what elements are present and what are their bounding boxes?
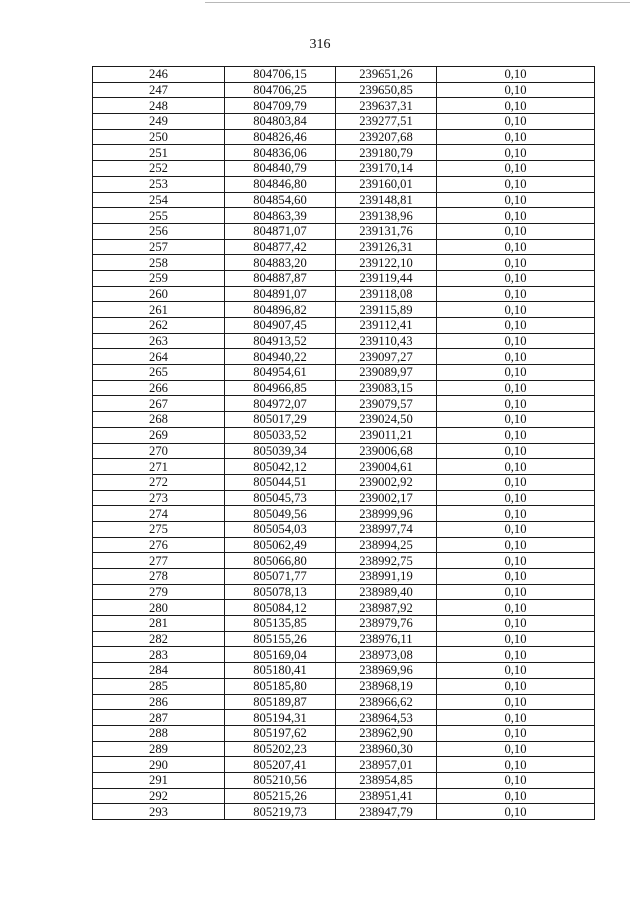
accuracy-cell: 0,10: [437, 631, 595, 647]
x-coordinate-cell: 804966,85: [225, 380, 336, 396]
accuracy-cell: 0,10: [437, 302, 595, 318]
accuracy-cell: 0,10: [437, 710, 595, 726]
y-coordinate-cell: 239138,96: [336, 208, 437, 224]
y-coordinate-cell: 239160,01: [336, 176, 437, 192]
accuracy-cell: 0,10: [437, 333, 595, 349]
point-number-cell: 286: [93, 694, 225, 710]
table-row: [93, 427, 595, 443]
y-coordinate-cell: 239089,97: [336, 365, 437, 381]
x-coordinate-cell: 804887,87: [225, 270, 336, 286]
y-coordinate-cell: 239112,41: [336, 318, 437, 334]
point-number-cell: 278: [93, 569, 225, 585]
table-row: [93, 647, 595, 663]
y-coordinate-cell: 238976,11: [336, 631, 437, 647]
point-number-cell: 289: [93, 741, 225, 757]
table-row: [93, 631, 595, 647]
point-number-cell: 277: [93, 553, 225, 569]
table-row: [93, 161, 595, 177]
table-row: [93, 490, 595, 506]
accuracy-cell: 0,10: [437, 537, 595, 553]
accuracy-cell: 0,10: [437, 741, 595, 757]
coordinates-table-body: [93, 67, 595, 820]
accuracy-cell: 0,10: [437, 161, 595, 177]
table-row: [93, 98, 595, 114]
x-coordinate-cell: 804706,25: [225, 82, 336, 98]
point-number-cell: 263: [93, 333, 225, 349]
y-coordinate-cell: 239207,68: [336, 129, 437, 145]
table-row: [93, 678, 595, 694]
point-number-cell: 288: [93, 725, 225, 741]
x-coordinate-cell: 804706,15: [225, 67, 336, 83]
table-row: [93, 741, 595, 757]
accuracy-cell: 0,10: [437, 443, 595, 459]
table-row: [93, 114, 595, 130]
y-coordinate-cell: 238991,19: [336, 569, 437, 585]
accuracy-cell: 0,10: [437, 788, 595, 804]
y-coordinate-cell: 239637,31: [336, 98, 437, 114]
table-row: [93, 67, 595, 83]
x-coordinate-cell: 804907,45: [225, 318, 336, 334]
accuracy-cell: 0,10: [437, 192, 595, 208]
x-coordinate-cell: 805045,73: [225, 490, 336, 506]
x-coordinate-cell: 805039,34: [225, 443, 336, 459]
scan-edge-line: [205, 2, 630, 3]
accuracy-cell: 0,10: [437, 474, 595, 490]
accuracy-cell: 0,10: [437, 490, 595, 506]
y-coordinate-cell: 239651,26: [336, 67, 437, 83]
accuracy-cell: 0,10: [437, 647, 595, 663]
point-number-cell: 257: [93, 239, 225, 255]
table-row: [93, 569, 595, 585]
point-number-cell: 293: [93, 804, 225, 820]
x-coordinate-cell: 805042,12: [225, 459, 336, 475]
y-coordinate-cell: 238973,08: [336, 647, 437, 663]
table-row: [93, 176, 595, 192]
table-row: [93, 380, 595, 396]
y-coordinate-cell: 238999,96: [336, 506, 437, 522]
x-coordinate-cell: 805169,04: [225, 647, 336, 663]
y-coordinate-cell: 239110,43: [336, 333, 437, 349]
x-coordinate-cell: 804826,46: [225, 129, 336, 145]
accuracy-cell: 0,10: [437, 223, 595, 239]
x-coordinate-cell: 805215,26: [225, 788, 336, 804]
table-row: [93, 270, 595, 286]
y-coordinate-cell: 239131,76: [336, 223, 437, 239]
coordinates-table: [92, 66, 595, 820]
accuracy-cell: 0,10: [437, 349, 595, 365]
accuracy-cell: 0,10: [437, 663, 595, 679]
accuracy-cell: 0,10: [437, 82, 595, 98]
x-coordinate-cell: 805180,41: [225, 663, 336, 679]
accuracy-cell: 0,10: [437, 757, 595, 773]
point-number-cell: 282: [93, 631, 225, 647]
point-number-cell: 248: [93, 98, 225, 114]
point-number-cell: 247: [93, 82, 225, 98]
point-number-cell: 252: [93, 161, 225, 177]
point-number-cell: 273: [93, 490, 225, 506]
accuracy-cell: 0,10: [437, 427, 595, 443]
point-number-cell: 272: [93, 474, 225, 490]
x-coordinate-cell: 804846,80: [225, 176, 336, 192]
y-coordinate-cell: 239011,21: [336, 427, 437, 443]
point-number-cell: 281: [93, 616, 225, 632]
point-number-cell: 261: [93, 302, 225, 318]
point-number-cell: 258: [93, 255, 225, 271]
y-coordinate-cell: 239122,10: [336, 255, 437, 271]
y-coordinate-cell: 239002,92: [336, 474, 437, 490]
point-number-cell: 267: [93, 396, 225, 412]
point-number-cell: 262: [93, 318, 225, 334]
x-coordinate-cell: 805197,62: [225, 725, 336, 741]
y-coordinate-cell: 239650,85: [336, 82, 437, 98]
x-coordinate-cell: 805066,80: [225, 553, 336, 569]
table-row: [93, 694, 595, 710]
x-coordinate-cell: 805033,52: [225, 427, 336, 443]
point-number-cell: 292: [93, 788, 225, 804]
point-number-cell: 259: [93, 270, 225, 286]
point-number-cell: 265: [93, 365, 225, 381]
x-coordinate-cell: 805194,31: [225, 710, 336, 726]
y-coordinate-cell: 239002,17: [336, 490, 437, 506]
table-row: [93, 239, 595, 255]
accuracy-cell: 0,10: [437, 255, 595, 271]
accuracy-cell: 0,10: [437, 286, 595, 302]
point-number-cell: 251: [93, 145, 225, 161]
y-coordinate-cell: 239126,31: [336, 239, 437, 255]
x-coordinate-cell: 805054,03: [225, 521, 336, 537]
table-row: [93, 302, 595, 318]
y-coordinate-cell: 238989,40: [336, 584, 437, 600]
point-number-cell: 246: [93, 67, 225, 83]
table-row: [93, 663, 595, 679]
y-coordinate-cell: 238962,90: [336, 725, 437, 741]
point-number-cell: 287: [93, 710, 225, 726]
y-coordinate-cell: 238964,53: [336, 710, 437, 726]
table-row: [93, 82, 595, 98]
x-coordinate-cell: 805210,56: [225, 772, 336, 788]
point-number-cell: 254: [93, 192, 225, 208]
x-coordinate-cell: 805207,41: [225, 757, 336, 773]
y-coordinate-cell: 238987,92: [336, 600, 437, 616]
x-coordinate-cell: 804972,07: [225, 396, 336, 412]
x-coordinate-cell: 804896,82: [225, 302, 336, 318]
accuracy-cell: 0,10: [437, 521, 595, 537]
point-number-cell: 279: [93, 584, 225, 600]
accuracy-cell: 0,10: [437, 772, 595, 788]
accuracy-cell: 0,10: [437, 208, 595, 224]
point-number-cell: 280: [93, 600, 225, 616]
accuracy-cell: 0,10: [437, 804, 595, 820]
accuracy-cell: 0,10: [437, 459, 595, 475]
accuracy-cell: 0,10: [437, 412, 595, 428]
y-coordinate-cell: 238968,19: [336, 678, 437, 694]
point-number-cell: 268: [93, 412, 225, 428]
point-number-cell: 274: [93, 506, 225, 522]
x-coordinate-cell: 805155,26: [225, 631, 336, 647]
y-coordinate-cell: 239006,68: [336, 443, 437, 459]
x-coordinate-cell: 805049,56: [225, 506, 336, 522]
table-row: [93, 145, 595, 161]
accuracy-cell: 0,10: [437, 506, 595, 522]
table-row: [93, 537, 595, 553]
point-number-cell: 283: [93, 647, 225, 663]
point-number-cell: 285: [93, 678, 225, 694]
x-coordinate-cell: 805078,13: [225, 584, 336, 600]
table-row: [93, 223, 595, 239]
point-number-cell: 290: [93, 757, 225, 773]
accuracy-cell: 0,10: [437, 553, 595, 569]
accuracy-cell: 0,10: [437, 380, 595, 396]
x-coordinate-cell: 804863,39: [225, 208, 336, 224]
x-coordinate-cell: 804954,61: [225, 365, 336, 381]
x-coordinate-cell: 805044,51: [225, 474, 336, 490]
y-coordinate-cell: 238966,62: [336, 694, 437, 710]
page-number: 316: [309, 37, 331, 52]
accuracy-cell: 0,10: [437, 616, 595, 632]
y-coordinate-cell: 238979,76: [336, 616, 437, 632]
x-coordinate-cell: 805135,85: [225, 616, 336, 632]
x-coordinate-cell: 805202,23: [225, 741, 336, 757]
y-coordinate-cell: 239277,51: [336, 114, 437, 130]
point-number-cell: 271: [93, 459, 225, 475]
point-number-cell: 270: [93, 443, 225, 459]
table-row: [93, 553, 595, 569]
accuracy-cell: 0,10: [437, 129, 595, 145]
x-coordinate-cell: 805084,12: [225, 600, 336, 616]
y-coordinate-cell: 239170,14: [336, 161, 437, 177]
accuracy-cell: 0,10: [437, 67, 595, 83]
x-coordinate-cell: 805071,77: [225, 569, 336, 585]
point-number-cell: 275: [93, 521, 225, 537]
x-coordinate-cell: 804836,06: [225, 145, 336, 161]
y-coordinate-cell: 238992,75: [336, 553, 437, 569]
accuracy-cell: 0,10: [437, 176, 595, 192]
y-coordinate-cell: 239079,57: [336, 396, 437, 412]
accuracy-cell: 0,10: [437, 365, 595, 381]
table-row: [93, 412, 595, 428]
accuracy-cell: 0,10: [437, 239, 595, 255]
point-number-cell: 264: [93, 349, 225, 365]
table-row: [93, 772, 595, 788]
table-row: [93, 349, 595, 365]
table-row: [93, 804, 595, 820]
accuracy-cell: 0,10: [437, 270, 595, 286]
table-row: [93, 208, 595, 224]
table-row: [93, 192, 595, 208]
x-coordinate-cell: 804709,79: [225, 98, 336, 114]
x-coordinate-cell: 804913,52: [225, 333, 336, 349]
table-row: [93, 725, 595, 741]
accuracy-cell: 0,10: [437, 600, 595, 616]
point-number-cell: 276: [93, 537, 225, 553]
table-row: [93, 318, 595, 334]
y-coordinate-cell: 239180,79: [336, 145, 437, 161]
accuracy-cell: 0,10: [437, 725, 595, 741]
x-coordinate-cell: 805219,73: [225, 804, 336, 820]
point-number-cell: 291: [93, 772, 225, 788]
y-coordinate-cell: 239115,89: [336, 302, 437, 318]
x-coordinate-cell: 804840,79: [225, 161, 336, 177]
table-row: [93, 521, 595, 537]
point-number-cell: 284: [93, 663, 225, 679]
y-coordinate-cell: 239083,15: [336, 380, 437, 396]
x-coordinate-cell: 805017,29: [225, 412, 336, 428]
x-coordinate-cell: 805189,87: [225, 694, 336, 710]
table-row: [93, 600, 595, 616]
x-coordinate-cell: 804854,60: [225, 192, 336, 208]
x-coordinate-cell: 804940,22: [225, 349, 336, 365]
y-coordinate-cell: 239118,08: [336, 286, 437, 302]
x-coordinate-cell: 804883,20: [225, 255, 336, 271]
table-row: [93, 710, 595, 726]
table-row: [93, 255, 595, 271]
table-row: [93, 286, 595, 302]
y-coordinate-cell: 239004,61: [336, 459, 437, 475]
y-coordinate-cell: 238960,30: [336, 741, 437, 757]
y-coordinate-cell: 238951,41: [336, 788, 437, 804]
point-number-cell: 256: [93, 223, 225, 239]
y-coordinate-cell: 239148,81: [336, 192, 437, 208]
y-coordinate-cell: 238957,01: [336, 757, 437, 773]
accuracy-cell: 0,10: [437, 678, 595, 694]
table-row: [93, 365, 595, 381]
table-row: [93, 616, 595, 632]
accuracy-cell: 0,10: [437, 584, 595, 600]
y-coordinate-cell: 238947,79: [336, 804, 437, 820]
y-coordinate-cell: 239024,50: [336, 412, 437, 428]
accuracy-cell: 0,10: [437, 396, 595, 412]
point-number-cell: 253: [93, 176, 225, 192]
table-row: [93, 333, 595, 349]
point-number-cell: 266: [93, 380, 225, 396]
y-coordinate-cell: 239119,44: [336, 270, 437, 286]
y-coordinate-cell: 238954,85: [336, 772, 437, 788]
accuracy-cell: 0,10: [437, 569, 595, 585]
table-row: [93, 757, 595, 773]
table-row: [93, 443, 595, 459]
accuracy-cell: 0,10: [437, 98, 595, 114]
x-coordinate-cell: 804877,42: [225, 239, 336, 255]
y-coordinate-cell: 238994,25: [336, 537, 437, 553]
accuracy-cell: 0,10: [437, 145, 595, 161]
accuracy-cell: 0,10: [437, 694, 595, 710]
accuracy-cell: 0,10: [437, 114, 595, 130]
table-row: [93, 459, 595, 475]
x-coordinate-cell: 804803,84: [225, 114, 336, 130]
point-number-cell: 250: [93, 129, 225, 145]
point-number-cell: 255: [93, 208, 225, 224]
y-coordinate-cell: 238969,96: [336, 663, 437, 679]
table-row: [93, 506, 595, 522]
x-coordinate-cell: 805185,80: [225, 678, 336, 694]
table-row: [93, 129, 595, 145]
point-number-cell: 269: [93, 427, 225, 443]
table-row: [93, 788, 595, 804]
x-coordinate-cell: 804871,07: [225, 223, 336, 239]
table-row: [93, 396, 595, 412]
x-coordinate-cell: 805062,49: [225, 537, 336, 553]
table-row: [93, 584, 595, 600]
accuracy-cell: 0,10: [437, 318, 595, 334]
y-coordinate-cell: 238997,74: [336, 521, 437, 537]
table-row: [93, 474, 595, 490]
point-number-cell: 249: [93, 114, 225, 130]
point-number-cell: 260: [93, 286, 225, 302]
x-coordinate-cell: 804891,07: [225, 286, 336, 302]
y-coordinate-cell: 239097,27: [336, 349, 437, 365]
